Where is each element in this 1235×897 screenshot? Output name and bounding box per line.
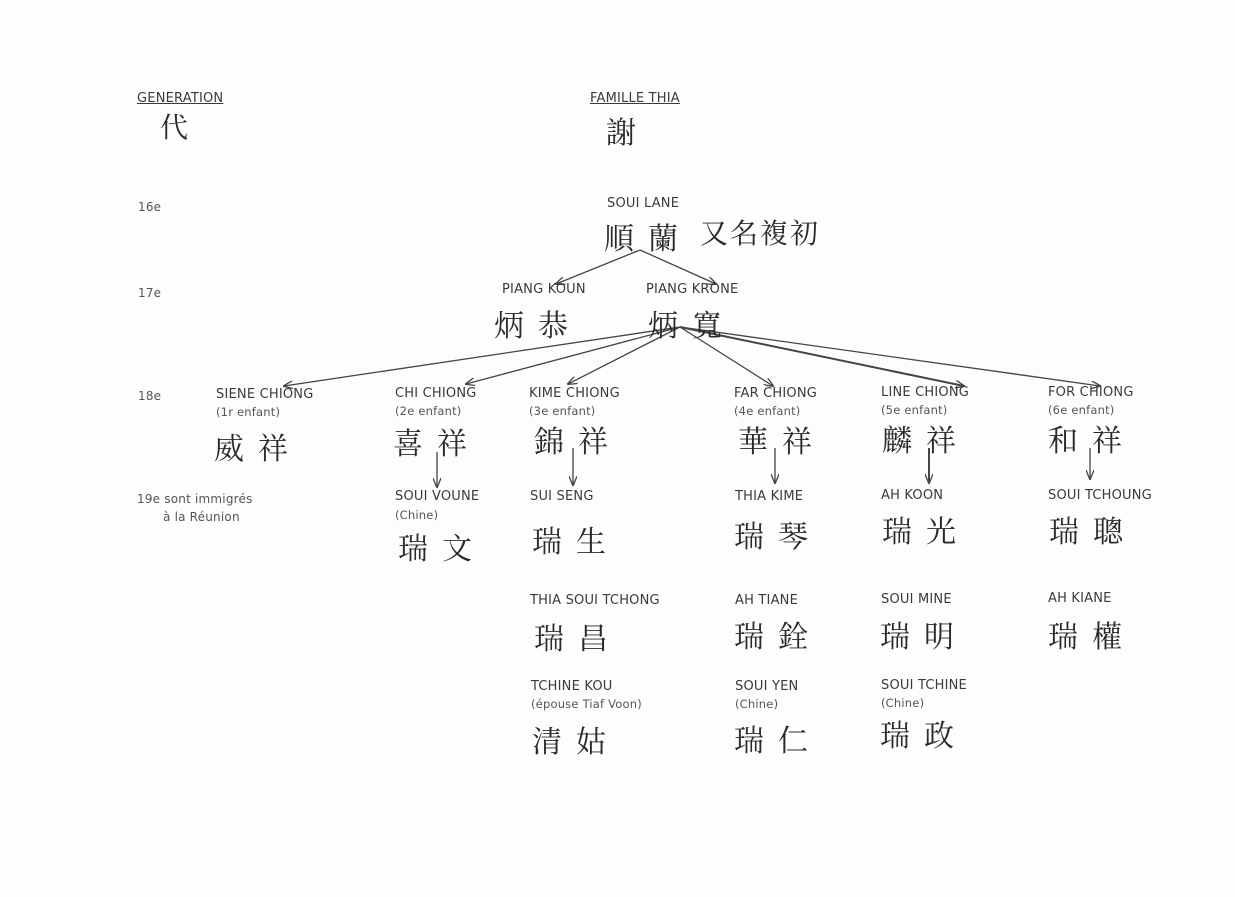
person-chi-chiong-note: (2e enfant): [395, 404, 462, 418]
person-sui-seng-name: SUI SENG: [530, 489, 594, 504]
person-soui-tchine-note: (Chine): [881, 696, 925, 710]
person-ah-tiane-cn: 瑞銓: [734, 620, 822, 655]
family-header-cn: 謝: [606, 116, 650, 151]
person-siene-chiong-note: (1r enfant): [216, 405, 281, 419]
person-thia-soui-tchong-cn: 瑞昌: [534, 622, 622, 657]
edge-krone-for: [680, 327, 1100, 386]
person-ah-kiane-cn: 瑞權: [1048, 620, 1136, 655]
person-soui-voune-note: (Chine): [395, 508, 439, 522]
person-for-chiong-note: (6e enfant): [1048, 403, 1115, 417]
generation-header: GENERATION: [137, 91, 224, 106]
person-far-chiong-cn: 華祥: [738, 425, 826, 460]
generation-header-cn: 代: [160, 111, 203, 144]
person-chi-chiong-name: CHI CHIONG: [395, 386, 477, 401]
person-soui-mine-name: SOUI MINE: [881, 592, 952, 607]
person-thia-soui-tchong-name: THIA SOUI TCHONG: [530, 593, 660, 608]
person-far-chiong-note: (4e enfant): [734, 404, 801, 418]
person-for-chiong-name: FOR CHIONG: [1048, 385, 1134, 400]
person-piang-krone-name: PIANG KRONE: [646, 282, 739, 297]
person-soui-tchine-name: SOUI TCHINE: [881, 678, 967, 693]
person-piang-koun-name: PIANG KOUN: [502, 282, 586, 297]
person-soui-voune-name: SOUI VOUNE: [395, 489, 480, 504]
generation-label-19-line2: à la Réunion: [163, 510, 240, 524]
person-soui-tchine-cn: 瑞政: [880, 719, 968, 754]
family-header: FAMILLE THIA: [590, 91, 680, 106]
person-ah-koon-cn: 瑞光: [882, 515, 970, 550]
person-soui-lane-name: SOUI LANE: [607, 196, 680, 211]
person-soui-lane-alt-cn: 又名複初: [700, 217, 821, 250]
person-sui-seng-cn: 瑞生: [532, 525, 620, 560]
generation-label-18: 18e: [138, 389, 162, 403]
person-soui-voune-cn: 瑞文: [398, 532, 486, 567]
person-kime-chiong-cn: 錦祥: [534, 425, 622, 460]
person-tchine-kou-note: (épouse Tiaf Voon): [531, 697, 642, 711]
person-soui-lane-cn: 順蘭: [604, 222, 692, 257]
person-kime-chiong-name: KIME CHIONG: [529, 386, 620, 401]
person-ah-koon-name: AH KOON: [881, 488, 944, 503]
person-chi-chiong-cn: 喜祥: [393, 427, 481, 462]
person-ah-tiane-name: AH TIANE: [735, 593, 799, 608]
person-kime-chiong-note: (3e enfant): [529, 404, 596, 418]
person-thia-kime-cn: 瑞琴: [734, 520, 822, 555]
person-soui-tchoung-name: SOUI TCHOUNG: [1048, 488, 1152, 503]
generation-label-19: 19e sont immigrés: [137, 492, 253, 506]
person-soui-mine-cn: 瑞明: [880, 620, 968, 655]
person-for-chiong-cn: 和祥: [1048, 424, 1136, 459]
person-soui-yen-note: (Chine): [735, 697, 779, 711]
person-thia-kime-name: THIA KIME: [735, 489, 804, 504]
person-siene-chiong-name: SIENE CHIONG: [216, 387, 314, 402]
person-far-chiong-name: FAR CHIONG: [734, 386, 818, 401]
person-soui-yen-cn: 瑞仁: [734, 724, 822, 759]
person-piang-krone-cn: 炳寬: [648, 309, 736, 344]
edge-krone-siene: [284, 327, 680, 386]
person-line-chiong-cn: 麟祥: [882, 424, 970, 459]
person-soui-tchoung-cn: 瑞聰: [1049, 515, 1137, 550]
person-tchine-kou-name: TCHINE KOU: [531, 679, 613, 694]
generation-label-17: 17e: [138, 286, 162, 300]
person-siene-chiong-cn: 威祥: [214, 432, 302, 467]
person-soui-yen-name: SOUI YEN: [735, 679, 799, 694]
person-line-chiong-note: (5e enfant): [881, 403, 948, 417]
person-line-chiong-name: LINE CHIONG: [881, 385, 970, 400]
generation-label-16: 16e: [138, 200, 162, 214]
person-ah-kiane-name: AH KIANE: [1048, 591, 1112, 606]
person-tchine-kou-cn: 清姑: [532, 725, 620, 760]
person-piang-koun-cn: 炳恭: [494, 309, 582, 344]
